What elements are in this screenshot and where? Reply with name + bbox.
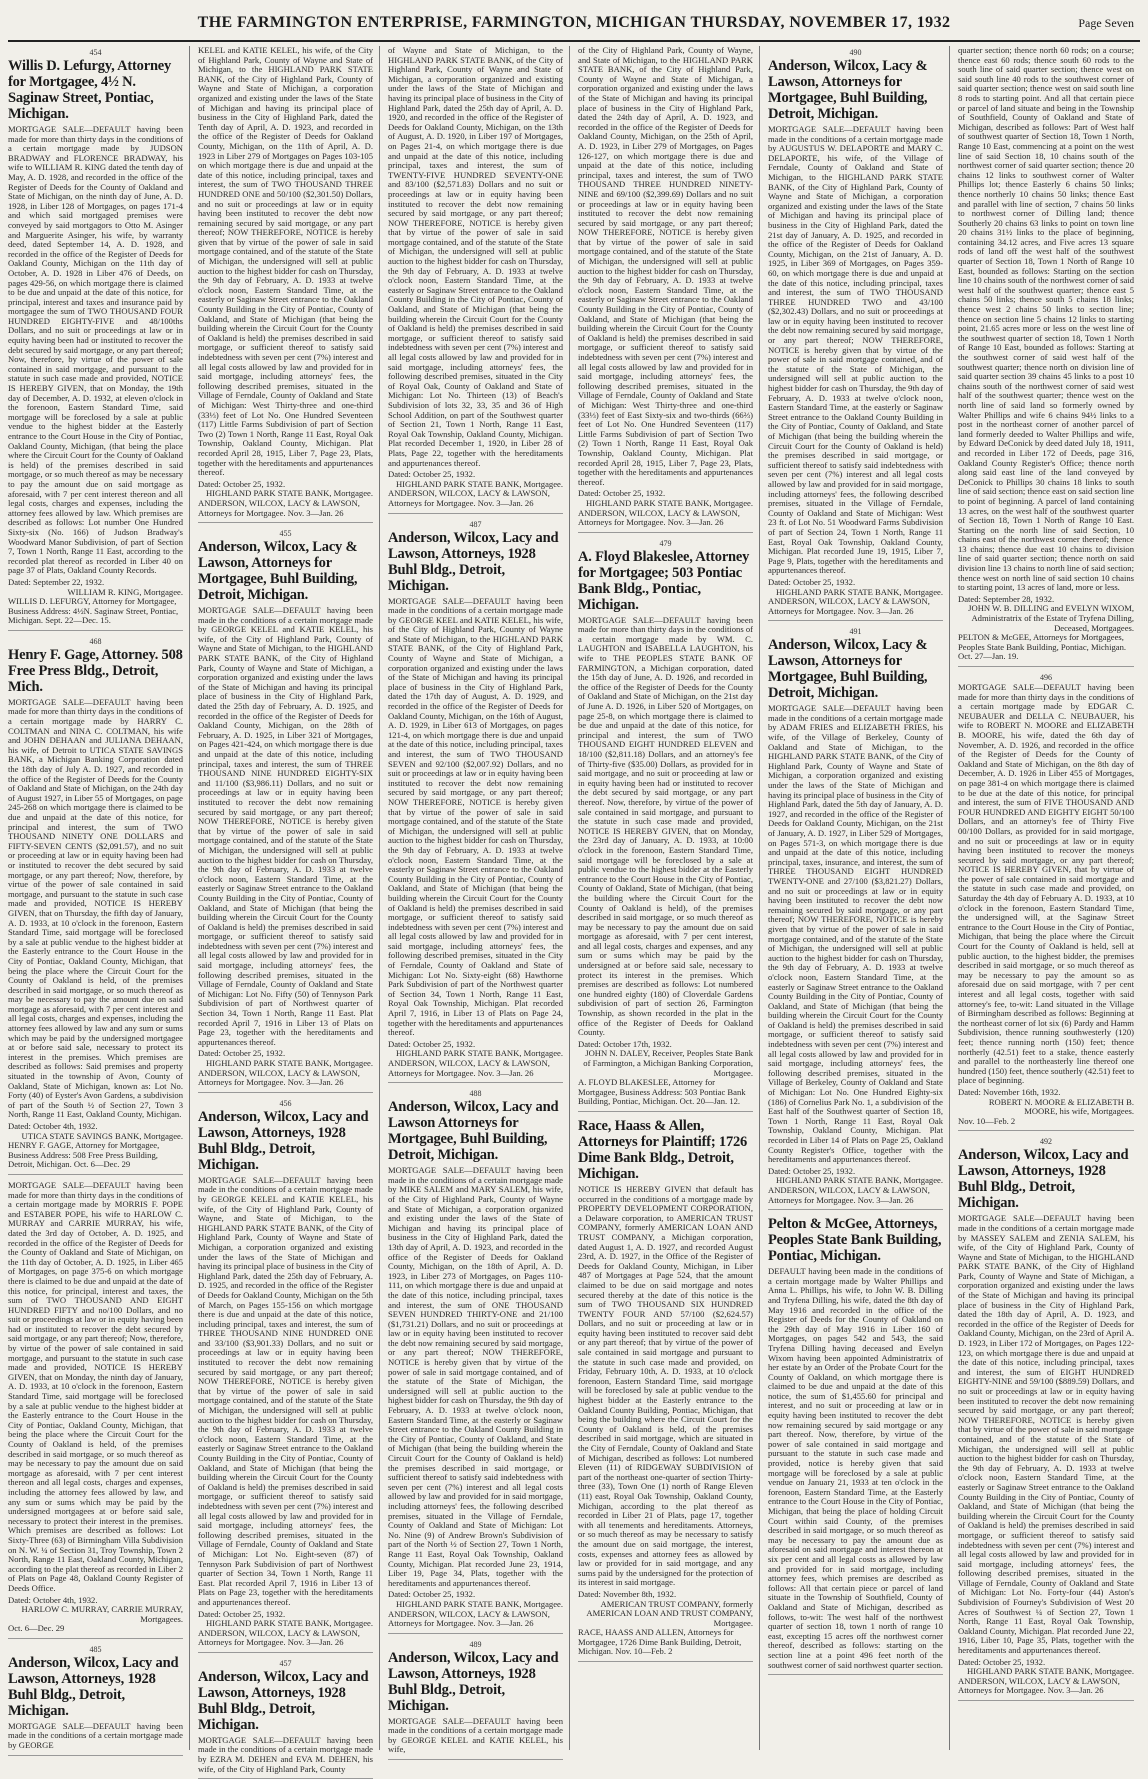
legal-notice (578, 539, 753, 1112)
notice-attorney-header: Anderson, Wilcox, Lacy and Lawson, Attorneys, 1928 Buhl Bldg., Detroit, Michigan. (388, 529, 559, 594)
legal-notice (388, 520, 563, 1084)
legal-notice (578, 46, 753, 533)
notice-date: Dated: October 25, 1932. (768, 1165, 856, 1176)
legal-notice (768, 1216, 943, 1675)
legal-notice (768, 627, 943, 1210)
notice-number: 479 (659, 538, 672, 548)
notice-divider (388, 1759, 563, 1760)
notice-number: 489 (469, 1639, 482, 1649)
legal-notice (388, 1640, 563, 1760)
notice-number: 490 (849, 48, 862, 57)
notice-attorney-header: Anderson, Wilcox, Lacy and Lawson, Attorneys, 1928 Buhl Bldg., Detroit, Michigan. (958, 1147, 1129, 1212)
notice-date: Dated: October 25, 1932. (388, 469, 476, 480)
notice-date: Dated: October 4th, 1932. (8, 1121, 98, 1131)
newspaper-column (578, 46, 760, 1750)
notice-attorney-footer: ANDERSON, WILCOX, LACY & LAWSON, Attorneys for Mortgagee. Nov. 3—Jan. 26 (198, 1627, 360, 1648)
notice-signature: WILLIAM R. KING, Mortgagee. (67, 586, 183, 597)
notice-attorney-header: Henry F. Gage, Attorney. 508 Free Press Bldg., Detroit, Mich. (8, 646, 183, 695)
notice-signature: ROBERT N. MOORE & ELIZABETH B. MOORE, his wife, Mortgagees. (988, 1096, 1134, 1117)
notice-attorney-header: Willis D. Lefurgy, Attorney for Mortgagee, 4½ N. Saginaw Street, Pontiac, Michigan. (8, 58, 172, 122)
notice-divider (388, 513, 563, 514)
newspaper-masthead (8, 6, 1140, 42)
notice-number: 488 (469, 1089, 482, 1099)
notice-date: Dated: October 4th, 1932. (8, 1594, 98, 1605)
notice-signature: HIGHLAND PARK STATE BANK, Mortgagee. (205, 1058, 373, 1068)
notice-date: Dated: October 25, 1932. (198, 1608, 286, 1619)
notice-signature: HIGHLAND PARK STATE BANK, Mortgagee. (205, 1618, 373, 1629)
notice-body-text: MORTGAGE SALE—DEFAULT having been made in the conditions of a certain mortgage made by GEORGE KELEL and KATIE KELEL, his wife, of the City of Highland Park, County of Wayne, and State of Michigan, to the HIGHLAND PARK STATE BANK, of the City of Highland Park, County of Wayne and State of Michigan, a corporation organized and existing under the laws of the State of Michigan and having its principal place of business in the City of Highland Park, dated the 25th day of February, A. D. 1925, and recorded in the office of the Register of Deeds for Oakland County, Michigan on the 5th of March, on Pages 155-156 on which mortgage there is due and unpaid at the date of this notice, including principal, taxes and interest, the sum of THREE THOUSAND NINE HUNDRED ONE and 33/100 ($3,901.33) Dollars, and no suit or proceedings at law or in equity having been instituted to recover the debt now remaining secured by said mortgage, or any part thereof; NOW THEREFORE, NOTICE is hereby given that by virtue of the power of sale in said mortgage contained, and of the statute of the State of Michigan, the undersigned will sell at public auction to the highest bidder for cash on Thursday, the 9th day of February, A. D. 1933 at twelve o'clock noon, Eastern Standard Time, at the easterly or Saginaw Street entrance to the Oakland County Building in the City of Pontiac, County of Oakland, and State of Michigan (that being the building wherein the Circuit Court for the County of Oakland is held) the premises described in said mortgage, or sufficient thereof to satisfy said indebtedness with seven per cent (7%) interest and all legal costs allowed by law and provided for in said mortgage, including attorneys' fees, the following described premises, situated in the Village of Ferndale, County of Oakland and State of Michigan: Lot No. Eight-seven (87) of Tennyson Park Subdivision of part of Northwest quarter of Section 34, Town 1 North, Range 11 East. Plat recorded April 7, 1916 in Liber 13 of Plats on Page 23, together with the hereditaments and appurtenances thereof. (198, 1174, 373, 1607)
notice-date: Dated: October 25, 1932. (198, 478, 286, 489)
newspaper-column (388, 45, 570, 1755)
legal-notice (768, 48, 943, 621)
legal-notice (8, 1181, 183, 1639)
notice-divider (768, 1674, 943, 1675)
notice-signature: UTICA STATE SAVINGS BANK, Mortgagee. (21, 1130, 183, 1141)
notice-date: Dated: October 25, 1932. (768, 576, 856, 587)
notice-number: 455 (279, 529, 292, 539)
newspaper-column (958, 46, 1140, 1750)
notice-attorney-header: Anderson, Wilcox, Lacy & Lawson, Attorneys for Mortgagee, Buhl Building, Detroit, Michigan. (198, 539, 358, 604)
notice-attorney-header: Anderson, Wilcox, Lacy and Lawson, Attorneys, 1928 Buhl Bldg., Detroit, Michigan. (198, 1108, 369, 1173)
notice-attorney-footer: Oct. 6—Dec. 29 (8, 1623, 65, 1634)
notice-divider (578, 1111, 753, 1112)
notice-date: Dated: October 25, 1932. (198, 1048, 286, 1059)
notice-number: 492 (1040, 1137, 1052, 1147)
notice-body-text: MORTGAGE SALE—DEFAULT having been made for more than thirty days in the conditions of a certain mortgage made by EDGAR C. NEUBAUER and DELLA C. NEUBAUER, his wife to ROBERT N. MOORE and ELIZABETH B. MOORE, his wife, dated the 6th day of November, A. D. 1926, and recorded in the office of the Register of Deeds for the County of Oakland and State of Michigan, on the 8th day of December, A. D. 1926 in Liber 455 of Mortgages, on page 381-4 on which mortgage there is claimed to be due at the date of this notice, for principal and interest, the sum of FIVE THOUSAND AND FOUR HUNDRED AND EIGHTY EIGHT 50/100 Dollars, and an attorney's fee of Thirty Five 00/100 Dollars, as provided for in said mortgage, and no suit or proceedings at law or in equity having been instituted to recover the moneys secured by said mortgage, or any part thereof; NOTICE IS HEREBY GIVEN, that by virtue of the power of sale contained in said mortgage and the statute in such case made and provided, on Saturday the 4th day of February A. D. 1933, at 10 o'clock in the forenoon, Eastern Standard Time, the undersigned will, at the Saginaw Street entrance to the Court House in the City of Pontiac, Michigan, that being the place where the Circuit Court for the County of Oakland is held, sell at public auction, to the highest bidder, the premises described in said mortgage, or so much thereof as may be necessary to pay the amount so as aforesaid due on said mortgage, with 7 per cent interest and all legal costs, together with said attorney's fee, to-wit: Land situated in the Village of Birmingham described as follows: Beginning at the northeast corner of lot six (6) Pardy and Hamm Subdivision, thence running southwesterly (120) feet; thence running north (150) feet; thence northerly (42.51) feet to a stake, thence easterly and parallel to the northeasterly line thereof one hundred (150) feet, thence southerly (42.51) feet to place of beginning. (958, 682, 1134, 1086)
legal-notice (578, 1118, 753, 1662)
notice-divider (388, 1633, 563, 1634)
notice-date: Dated: September 22, 1932. (8, 576, 105, 587)
newspaper-column (768, 46, 950, 1750)
notice-date: Dated: October 25, 1932. (578, 488, 666, 499)
notice-divider (958, 1700, 1134, 1701)
notice-divider (198, 522, 373, 523)
newspaper-title: THE FARMINGTON ENTERPRISE, FARMINGTON, MICHIGAN THURSDAY, NOVEMBER 17, 1932 (197, 14, 951, 31)
notice-attorney-header: Anderson, Wilcox, Lacy and Lawson, Attorneys, 1928 Buhl Bldg., Detroit, Michigan. (8, 1654, 179, 1719)
notice-attorney-footer: PELTON & McGEE, Attorneys for Mortgagees, Peoples State Bank Building, Pontiac, Michigan. Oct. 27—Jan. 19. (958, 632, 1127, 662)
notice-body-text: MORTGAGE SALE—DEFAULT having been made in the conditions of a certain mortgage made by EZRA M. DEHEN and EVA M. DEHEN, his wife, of the City of Highland Park, County (198, 1734, 373, 1774)
notice-number: 468 (89, 636, 102, 646)
notice-attorney-footer: ANDERSON, WILCOX, LACY & LAWSON, Attorneys for Mortgagee. Nov. 3—Jan. 26 (388, 1058, 550, 1078)
notice-attorney-footer: A. FLOYD BLAKESLEE, Attorney for Mortgagee, Business Address: 503 Pontiac Bank Building, Pontiac, Michigan. Oct. 20—Jan. 12. (578, 1077, 746, 1107)
notice-attorney-footer: WILLIS D. LEFURGY, Attorney for Mortgagee, Business Address: 4½N. Saginaw Street, Pontiac, Michigan. Sept. 22—Dec. 15. (8, 596, 179, 626)
notice-attorney-footer: ANDERSON, WILCOX, LACY & LAWSON, Attorneys for Mortgagee. Nov. 3—Jan. 26 (388, 488, 550, 508)
notice-body-text: MORTGAGE SALE—DEFAULT having been made in the conditions of a certain mortgage made by GEORGE (8, 1720, 183, 1751)
notice-date: Dated: October 25, 1932. (388, 1589, 476, 1600)
notice-body-text: MORTGAGE SALE—DEFAULT having been made in the conditions of a certain mortgage made by GEORGE KELEL and KATIE KELEL, his wife, of the City of Highland Park, County of Wayne and State of Michigan, to the HIGHLAND PARK STATE BANK, of the City of Highland Park, County of Wayne and State of Michigan, a corporation organized and existing under the laws of the State of Michigan and having its principal place of business in the City of Highland Park, dated the 25th day of February, A. D. 1925, and recorded in the office of the Register of Deeds for Oakland County, Michigan, on the 28th of February, A. D. 1925, in Liber 321 of Mortgages, on Pages 421-424, on which mortgage there is due and unpaid at the date of this notice, including principal, taxes and interest, the sum of THREE THOUSAND NINE HUNDRED EIGHTY-SIX and 11/100 ($3,986.11) Dollars, and no suit or proceedings at law or in equity having been instituted to recover the debt now remaining secured by said mortgage, or any part thereof; NOW THEREFORE, NOTICE is hereby given that by virtue of the power of sale in said mortgage contained, and of the statute of the State of Michigan, the undersigned will sell at public auction to the highest bidder for cash on Thursday, the 9th day of February, A. D. 1933 at twelve o'clock noon, Eastern Standard Time, at the easterly or Saginaw Street entrance to the Oakland County Building in the City of Pontiac, County of Oakland, and State of Michigan (that being the building wherein the Circuit Court for the County of Oakland is held) the premises described in said mortgage, or sufficient thereof to satisfy said indebtedness with seven per cent (7%) interest and all legal costs allowed by law and provided for in said mortgage, including attorneys' fees, the following described premises, situated in the Village of Ferndale, County of Oakland and State of Michigan: Lot No. Fifty (50) of Tennyson Park Subdivision of part of Northwest quarter of Section 34, Town 1 North, Range 11 East. Plat recorded April 7, 1916 in Liber 13 of Plats on Page 23, together with the hereditaments and appurtenances thereof. (198, 605, 373, 1047)
notice-signature: AMERICAN TRUST COMPANY, formerly AMERICAN LOAN AND TRUST COMPANY, Mortgagee. (586, 1598, 753, 1628)
legal-notice (388, 1089, 563, 1634)
notice-number: 485 (89, 1644, 102, 1654)
legal-notice (198, 46, 373, 523)
notice-number: 487 (469, 519, 482, 529)
notice-body-text: MORTGAGE SALE—DEFAULT having been made in the conditions of a certain mortgage made by ADAM FRIES and ELIZABETH FRIES, his wife, of the Village of Berkeley, County of Oakland and State of Michigan, to the HIGHLAND PARK STATE BANK, of the City of Highland Park, County of Wayne and State of Michigan, a corporation organized and existing under the laws of the State of Michigan and having its principal place of business in the City of Highland Park, dated the 5th day of January, A. D. 1927, and recorded in the office of the Register of Deeds for Oakland County, Michigan, on the 21st of January, A. D. 1927, in Liber 529 of Mortgages, on Pages 571-3, on which mortgage there is due and unpaid at the date of this notice, including principal, taxes, insurance, and interest, the sum of THREE THOUSAND EIGHT HUNDRED TWENTY-ONE and 27/100 ($3,821.27) Dollars, and no suit or proceedings at law or in equity having been instituted to recover the debt now remaining secured by said mortgage, or any part thereof; NOW THEREFORE, NOTICE is hereby given that by virtue of the power of sale in said mortgage contained, and of the statute of the State of Michigan, the undersigned will sell at public auction to the highest bidder for cash on Thursday, the 9th day of February, A. D. 1933 at twelve o'clock noon, Eastern Standard Time, at the easterly or Saginaw Street entrance to the Oakland County Building in the City of Pontiac, County of Oakland, and State of Michigan (that being the building wherein the Circuit Court for the County of Oakland is held) the premises described in said mortgage, or sufficient thereof to satisfy said indebtedness with seven per cent (7%) interest and all legal costs allowed by law and provided for in said mortgage, including attorneys' fees, the following described premises, situated in the Village of Berkeley, County of Oakland and State of Michigan: Lot No. One Hundred Eighty-six (186) of Cornelius Park No. 1, a subdivision of the East half of the Southwest quarter of Section 18, Town 1 North, Range 11 East, Royal Oak Township, Oakland County, Michigan. Plat recorded in Liber 14 of Plats on Page 25, Oakland County Register's Office, together with the hereditaments and appurtenances thereof. (768, 703, 943, 1165)
notice-divider (388, 1082, 563, 1083)
notice-attorney-header: Anderson, Wilcox, Lacy & Lawson, Attorneys for Mortgagee, Buhl Building, Detroit, Michigan. (768, 58, 928, 122)
notice-date: Dated: October 25, 1932. (388, 1038, 476, 1049)
notice-attorney-footer: Nov. 10—Feb. 2 (958, 1115, 1016, 1126)
notice-date: Dated: October 17th, 1932. (578, 1038, 672, 1049)
notice-body-text: MORTGAGE SALE—DEFAULT having been made in the conditions of a certain mortgage made by MASSEY SALEM and ZENIA SALEM, his wife, of the City of Highland Park, County of Wayne and State of Michigan, to the HIGHLAND PARK STATE BANK, of the City of Highland Park, County of Wayne and State of Michigan, a corporation organized and existing under the laws of the State of Michigan and having its principal place of business in the City of Highland Park, dated the 18th day of April, A. D. 1923, and recorded in the office of the Register of Deeds for Oakland County, Michigan, on the 23rd of April A. D. 1923, in Liber 172 of Mortgages, on Pages 122-123, on which mortgage there is due and unpaid at the date of this notice, including principal, taxes and interest, the sum of EIGHT HUNDRED EIGHTY-NINE and 59/100 ($889.59) Dollars, and no suit or proceedings at law or in equity having been instituted to recover the debt now remaining secured by said mortgage, or any part thereof; NOW THEREFORE, NOTICE is hereby given that by virtue of the power of sale in said mortgage contained, and of the statute of the State of Michigan, the undersigned will sell at public auction to the highest bidder for cash on Thursday, the 9th day of February, A. D. 1933 at twelve o'clock noon, Eastern Standard Time, at the easterly or Saginaw Street entrance to the Oakland County Building in the City of Pontiac, County of Oakland, and State of Michigan (that being the building wherein the Circuit Court for the County of Oakland is held) the premises described in said mortgage, or sufficient thereof to satisfy said indebtedness with seven per cent (7%) interest and all legal costs allowed by law and provided for in said mortgage, including attorneys' fees, the following described premises, situated in the Village of Ferndale, County of Oakland and State of Michigan: Lot No. Forty-four (44) Aston's Subdivision of Fourney's Subdivision of West 20 Acres of Southwest ¼ of Section 27, Town 1 North, Range 11 East, Royal Oak Township, Oakland County, Michigan. Plat recorded June 22, 1916, Liber 10, Page 35, Plats, together with the hereditaments and appurtenances thereof. (958, 1213, 1134, 1656)
notice-signature: JOHN N. DALEY, Receiver, Peoples State Bank of Farmington, a Michigan Banking Corporation, Mortgagee. (583, 1048, 753, 1078)
notice-body-text: of Wayne and State of Michigan, to the HIGHLAND PARK STATE BANK, of the City of Highland Park, County of Wayne and State of Michigan, a corporation organized and existing under the laws of the State of Michigan and having its principal place of business in the City of Highland Park, dated the 25th day of April, A. D. 1920, and recorded in the office of the Register of Deeds for Oakland County, Michigan, on the 13th of August, A. D. 1920, in Liber 197 of Mortgages, on Pages 21-4, on which mortgage there is due and unpaid at the date of this notice, including principal, taxes and interest, the sum of TWENTY-FIVE HUNDRED SEVENTY-ONE and 83/100 ($2,571.83) Dollars and no suit or proceedings at law or in equity having been instituted to recover the debt now remaining secured by said mortgage, or any part thereof; NOW THEREFORE, NOTICE is hereby given that by virtue of the power of sale in said mortgage contained, and of the statute of the State of Michigan, the undersigned will sell at public auction to the highest bidder for cash on Thursday, the 9th day of February, A. D. 1933 at twelve o'clock noon, Eastern Standard Time, at the easterly or Saginaw Street entrance to the Oakland County Building in the City of Pontiac, County of Oakland, and State of Michigan (that being the building wherein the Circuit Court for the County of Oakland is held) the premises described in said mortgage, or sufficient thereof to satisfy said indebtedness with seven per cent (7%) interest and all legal costs allowed by law and provided for in said mortgage, including attorneys' fees, the following described premises, situated in the City of Royal Oak, County of Oakland and State of Michigan: Lot No. Thirteen (13) of Beach's Subdivision of lots 32, 33, 35 and 36 of High School Addition, on part of the Southwest quarter of Section 21, Town 1 North, Range 11 East, Royal Oak Township, Oakland County, Michigan. Plat recorded December 1, 1920, in Liber 28 of Plats, Page 22, together with the hereditaments and appurtenances thereof. (388, 45, 563, 468)
notice-divider (958, 1130, 1134, 1131)
notice-date: Dated: November 16th, 1932. (958, 1086, 1061, 1097)
legal-notice (198, 1099, 373, 1653)
notice-signature: HIGHLAND PARK STATE BANK, Mortgagee. (775, 586, 943, 597)
notice-number: 456 (279, 1098, 292, 1108)
notice-attorney-header: Pelton & McGee, Attorneys, Peoples State Bank Building, Pontiac, Michigan. (768, 1216, 942, 1265)
notice-signature: HIGHLAND PARK STATE BANK, Mortgagee. (395, 1598, 563, 1609)
legal-notice (8, 1645, 183, 1756)
notice-attorney-header: Anderson, Wilcox, Lacy & Lawson, Attorneys for Mortgagee, Buhl Building, Detroit, Michigan. (768, 637, 928, 702)
notice-attorney-footer: ANDERSON, WILCOX, LACY & LAWSON, Attorneys for Mortgagee. Nov. 3—Jan. 26 (958, 1675, 1120, 1696)
newspaper-column (8, 46, 190, 1750)
notice-attorney-header: Anderson, Wilcox, Lacy and Lawson, Attorneys, 1928 Buhl Bldg., Detroit, Michigan. (198, 1668, 369, 1733)
notice-body-text: MORTGAGE SALE—DEFAULT having been made in the conditions of a certain mortgage made by MIKE SALEM and MARY SALEM, his wife, of the City of Highland Park, County of Wayne and State of Michigan, a corporation organized and existing under the laws of the State of Michigan and having its principal place of business in the City of Highland Park, dated the 13th day of April, A. D. 1923, and recorded in the office of the Register of Deeds for Oakland County, Michigan, on the 18th of April, A. D. 1923, in Liber 273 of Mortgages, on Pages 110-111, on which mortgage there is due and unpaid at the date of this notice, including principal, taxes and interest, the sum of ONE THOUSAND SEVEN HUNDRED THIRTY-ONE and 21/100 ($1,731.21) Dollars, and no suit or proceedings at law or in equity having been instituted to recover the debt now remaining secured by said mortgage, or any part thereof; NOW THEREFORE, NOTICE is hereby given that by virtue of the power of sale in said mortgage contained, and of the statute of the State of Michigan, the undersigned will sell at public auction to the highest bidder for cash on Thursday, the 9th day of February, A. D. 1933 at twelve o'clock noon, Eastern Standard Time, at the easterly or Saginaw Street entrance to the Oakland County Building in the City of Pontiac, County of Oakland, and State of Michigan (that being the building wherein the Circuit Court for the County of Oakland is held) the premises described in said mortgage, or sufficient thereof to satisfy said indebtedness with seven per cent (7%) interest and all legal costs allowed by law and provided for in said mortgage, including attorneys' fees, the following described premises, situated in the Village of Ferndale, County of Oakland and State of Michigan: Lot No. Nine (9) of Andrew Brown's Subdivision of part of the North ½ of Section 27, Town 1 North, Range 11 East, Royal Oak Township, Oakland County, Michigan. Plat recorded June 23, 1914, Liber 19, Page 34, Plats, together with the hereditaments and appurtenances thereof. (388, 1165, 563, 1588)
notice-divider (8, 1174, 183, 1175)
notice-divider (198, 1652, 373, 1653)
notice-date: Dated: November 8th, 1932. (578, 1588, 677, 1599)
notice-body-text: DEFAULT having been made in the conditions of a certain mortgage made by Walter Phillips and Anna L. Phillips, his wife, to John W. B. Dilling and Tryfena Dilling, his wife, dated the 8th day of May 1916 and recorded in the office of the Register of Deeds for the County of Oakland on the 29th day of May 1916 in Liber 160 of Mortgages, on pages 542 and 543, the said Tryfena Dilling having deceased and Evelyn Wixom having been appointed Administratrix of her estate by an Order of the Probate Court for the County of Oakland, on which mortgage there is claimed to be due and unpaid at the date of this notice, the sum of $1,455.60 for principal and interest, and no suit or proceeding at law or in equity having been instituted to recover the debt now remaining secured by said mortgage or any part thereof. Now, therefore, by virtue of the power of sale contained in said mortgage and pursuant to the statute in such case made and provided, notice is hereby given that said mortgage will be foreclosed by a sale at public vendue on January 21, 1933 at ten o'clock in the forenoon, Eastern Standard Time, at the Easterly entrance to the Court House in the City of Pontiac, Michigan, that being the place of holding Circuit Court within said County, of the premises described in said mortgage, or so much thereof as may be necessary to pay the amount due as aforesaid on said mortgage and interest thereon at six per cent and all legal costs as allowed by law and provided for in said mortgage, including attorney fees, which premises are described as follows: All that certain piece or parcel of land situate in the Township of Southfield, County of Oakland and State of Michigan, described as follows, to-wit: The west half of the northwest quarter of section 18, town 1 north of range 10 east, excepting 15 acres off the northwest corner thereof, described as follows: starting on the section line at a point 496 feet north of the southwest corner of said northwest quarter section. (768, 1266, 943, 1670)
page-number: Page Seven (1078, 16, 1134, 30)
notice-attorney-header: A. Floyd Blakeslee, Attorney for Mortgagee; 503 Pontiac Bank Bldg., Pontiac, Michigan. (578, 548, 750, 613)
legal-notice (198, 1659, 373, 1779)
notice-attorney-footer: ANDERSON, WILCOX, LACY & LAWSON, Attorneys for Mortgagee. Nov. 3—Jan. 26 (388, 1608, 550, 1629)
notice-attorney-footer: ANDERSON, WILCOX, LACY & LAWSON, Attorneys for Mortgagee. Nov. 3—Jan. 26 (198, 497, 360, 518)
notice-body-text: NOTICE IS HEREBY GIVEN that default has occurred in the conditions of a mortgage made by PROPERTY DEVELOPMENT CORPORATION, a Delaware corporation, to AMERICAN TRUST COMPANY, formerly AMERICAN LOAN AND TRUST COMPANY, a Michigan corporation, dated August 1, A. D. 1927, and recorded August 23rd, A. D. 1927, in the Office of the Register of Deeds for Oakland County, Michigan, in Liber 487 of Mortgages at Page 524, that the amount claimed to be due on said mortgage and notes secured thereby at the date of this notice is the sum of TWO THOUSAND SIX HUNDRED TWENTY FOUR AND 57/100 ($2,624.57) Dollars, and no suit or proceeding at law or in equity having been instituted to recover said debt or any part thereof; that by virtue of the power of sale contained in said mortgage and pursuant to the statute in such case made and provided, on Friday, February 10th, A. D. 1933, at 10 o'clock forenoon, Eastern Standard Time, said mortgage will be foreclosed by sale at public vendue to the highest bidder at the Easterly entrance to the Oakland County Building, Pontiac, Michigan, that being the building where the Circuit Court for the County of Oakland is held, of the premises described in said mortgage, which are situated in the City of Ferndale, County of Oakland and State of Michigan, described as follows: Lot numbered Eleven (11) of RIDGEWAY SUBDIVISION of part of the northeast one-quarter of section Thirty-three (33), Town One (1) north of Range Eleven (11) east, Royal Oak Township, Oakland County, Michigan, according to the plat thereof as recorded in Liber 21 of Plats, page 17, together with all tenements and hereditaments. Attorneys, or so much thereof as may be necessary to satisfy the amount due on said mortgage, the interest, costs, expenses and attorney fees as allowed by law or provided for in said mortgage, and any sums paid by the undersigned for the protection of its interest in said mortgage. (578, 1183, 753, 1588)
notice-attorney-header: Anderson, Wilcox, Lacy and Lawson, Attorneys, 1928 Buhl Bldg., Detroit, Michigan. (388, 1649, 559, 1714)
notice-signature: HIGHLAND PARK STATE BANK, Mortgagee. (966, 1666, 1134, 1677)
notice-divider (768, 1209, 943, 1210)
notice-divider (8, 1755, 183, 1756)
notice-date: Dated: September 28, 1932. (958, 593, 1055, 604)
legal-notice (8, 48, 183, 631)
notice-divider (768, 620, 943, 621)
notice-attorney-header: Anderson, Wilcox, Lacy and Lawson Attorneys for Mortgagee, Buhl Building, Detroit, Michigan. (388, 1099, 559, 1164)
legal-notice (388, 46, 563, 514)
notice-body-text: MORTGAGE SALE—DEFAULT having been made for more than thirty days in the conditions of a certain mortgage made by WM. C. LAUGHTON and ISABELLA LAUGHTON, his wife to THE PEOPLES STATE BANK OF FARMINGTON, a Michigan corporation, dated the 15th day of June, A. D. 1926, and recorded in the office of the Register of Deeds for the County of Oakland and State of Michigan, on the 21st day of June A. D. 1926, in Liber 520 of Mortgages, on page 25-8, on which mortgage there is claimed to be due and unpaid at the date of this notice, for principal and interest, the sum of TWO THOUSAND EIGHT HUNDRED ELEVEN and 18/100 ($2,811.18) Dollars, and an attorney's fee of Thirty-five ($35.00) Dollars, as provided for in said mortgage, and no suit or proceeding at law or in equity having been had or instituted to recover the debt secured by said mortgage, or any part thereof. Now, therefore, by virtue of the power of sale contained in said mortgage, and pursuant to the statute in such case made and provided, NOTICE IS HEREBY GIVEN, that on Monday, the 23rd day of January, A. D. 1933, at 10:00 o'clock in the forenoon, Eastern Standard Time, said mortgage will be foreclosed by a sale at public vendue to the highest bidder at the Easterly entrance to the Court House in the City of Pontiac, County of Oakland, State of Michigan, (that being the building where the Circuit Court for the County of Oakland is held), of the premises described in said mortgage, or so much thereof as may be necessary to pay the amount due on said mortgage as aforesaid, with 7 per cent interest, and all legal costs, charges and expenses, and any sum or sums which may be paid by the undersigned at or before said sale, necessary to protect its interest in the premises. Which premises are described as follows: Lot numbered one hundred eighty (180) of Cloverdale Gardens subdivision of part of section 26, Farmington Township, as shown recorded in the plat in the office of the Register of Deeds for Oakland County. (578, 614, 753, 1038)
notice-attorney-header: Race, Haass & Allen, Attorneys for Plaintiff; 1726 Dime Bank Bldg., Detroit, Michigan. (578, 1117, 748, 1182)
notice-body-text: quarter section; thence north 60 rods; on a course; thence east 60 rods; thence south 60 rods to the south line of said quarter section; thence west on said south line 40 rods to the southwest corner of said quarter section; thence west on said south line 8 rods to starting point. And all that certain piece or parcel of land situate and being in the Township of Southfield, County of Oakland and State of Michigan, described as follows: Part of West half of southwest quarter of Section 18, Town 1 North, Range 10 East, commencing at a point on the west line of said Section 18, 10 chains south of the northwest corner of said quarter section; thence 20 chains 12 links to southwest corner of Walter Phillips lot; thence Easterly 6 chains 50 links; thence northerly 10 chains 50 links; thence East and parallel with line of section, 7 chains 50 links to northwest corner of Dilling land; thence Southerly 20 chains 63 links to point on town line 20 chains 31½ links to the place of beginning, containing 34.12 acres, and Five acres 13 square rods of land off the west half of the southwest quarter of Section 18, Town 1 North of Range 10 East, bounded as follows: Starting on the section line 10 chains south of the northwest corner of said west half of the southwest quarter; thence east 5 chains 50 links; thence south 5 chains 18 links; thence west 2 chains 50 links to section line; thence on section line 5 chains 12 links to starting point, 21.65 acres more or less on the west line of the southwest quarter of section 18, Town 1 North of Range 10 East, bounded as follows: Starting at the southwest corner of said west half of the southwest quarter; thence north on division line of said quarter section 39 chains 45 links to a post 10 chains south of the northwest corner of said west half of the southwest quarter; thence west on the north line of said land so formerly owned by Walter Phillips and wife 6 chains 94½ links to a post in the northeast corner of another parcel of land formerly deeded to Walter Phillips and wife, by Edward DeConick by deed dated July 18, 1911, and recorded in Liber 172 of Deeds, page 316, Oakland County Register's Office; thence north along said east line of the land conveyed by DeConick to Phillips 30 chains 18 links to south line of said section; thence east on said section line to point of beginning. A parcel of land containing 13 acres, on the west half of the southwest quarter of Section 18, Town 1 North of Range 10 East. Starting on the north line of said Section, 10 chains east of the northwest corner thereof; thence 13 chains; thence due east 10 chains to division line of said quarter section; thence north on said division line 13 chains to north line of said section; thence west on north line of said section 10 chains to starting point, 13 acres of land, more or less. (958, 45, 1134, 593)
notice-attorney-footer: RACE, HAASS AND ALLEN, Attorneys for Mortgagee, 1726 Dime Bank Building, Detroit, Michigan. Nov. 10—Feb. 2 (578, 1627, 742, 1657)
notice-body-text: KELEL and KATIE KELEL, his wife, of the City of Highland Park, County of Wayne and State of Michigan, to the HIGHLAND PARK STATE BANK, of the City of Highland Park, County of Wayne and State of Michigan, a corporation organized and existing under the laws of the State of Michigan and having its principal place of business in the City of Highland Park, dated the Tenth day of April, A. D. 1923, and recorded in the office of the Register of Deeds for Oakland County, Michigan, on the 11th of April, A. D. 1923 in Liber 279 of Mortgages on Pages 103-105 on which mortgage there is due and unpaid at the date of this notice, including principal, taxes and interest, the sum of TWO THOUSAND THREE HUNDRED ONE and 50/100 ($2,301.50) Dollars, and no suit or proceedings at law or in equity having been instituted to recover the debt now remaining secured by said mortgage, or any part thereof; NOW THEREFORE, NOTICE is hereby given that by virtue of the power of sale in said mortgage contained, and of the statute of the State of Michigan, the undersigned will sell at public auction to the highest bidder for cash on Thursday, the 9th day of February, A. D. 1933 at twelve o'clock noon, Eastern Standard Time, at the easterly or Saginaw Street entrance to the Oakland County Building in the City of Pontiac, County of Oakland, and State of Michigan (that being the building wherein the Circuit Court for the County of Oakland is held) the premises described in said mortgage, or sufficient thereof to satisfy said indebtedness with seven per cent (7%) interest and all legal costs allowed by law and provided for in said mortgage, including attorneys' fees, the following described premises, situated in the Village of Ferndale, County of Oakland and State of Michigan: West Thirty-three and one-third (33⅓) feet of Lot No. One Hundred Seventeen (117) Little Farms Subdivision of part of Section Two (2) Town 1 North, Range 11 East, Royal Oak Township, Oakland County, Michigan. Plat recorded April 28, 1915, Liber 7, Page 23, Plats, together with the hereditaments and appurtenances thereof. (198, 45, 373, 478)
notice-attorney-footer: HENRY F. GAGE, Attorney for Mortgagee, Business Address: 508 Free Press Building, Detroit, Michigan. Oct. 6—Dec. 29 (8, 1140, 160, 1170)
notice-body-text: MORTGAGE SALE—DEFAULT having been made for more than thirty days in the conditions of a certain mortgage made by HARRY C. COLTMAN and NINA C. COLTMAN, his wife and JOHN DEHAAN and JULIANA DEHAAN, his wife, of Detroit to UTICA STATE SAVINGS BANK, a Michigan Banking Corporation dated the 18th day of July A. D. 1927, and recorded in the office of the Register of Deeds for the County of Oakland and State of Michigan, on the 24th day of August 1927, in Liber 55 of Mortgages, on page 245-268 on which mortgage there is claimed to be due and unpaid at the date of this notice, for principal and interest, the sum of TWO THOUSAND NINETY ONE DOLLARS and FIFTY-SEVEN CENTS ($2,091.57), and no suit or proceeding at law or in equity having been had or instituted to recover the debt secured by said mortgage, or any part thereof; Now, therefore, by virtue of the power of sale contained in said mortgage, and pursuant to the statute in such case made and provided, NOTICE IS HEREBY GIVEN, that on Thursday, the fifth day of January, A. D. 1933, at 10 o'clock in the forenoon, Eastern Standard Time, said mortgage will be foreclosed by a sale at public vendue to the highest bidder at the Easterly entrance to the Court House in the City of Pontiac, Oakland County, Michigan, that being the place where the Circuit Court for the County of Oakland is held, of the premises described in said mortgage, or so much thereof as may be necessary to pay the amount due on said mortgage as aforesaid, with 7 per cent interest and all legal costs, charges and expenses, including the attorney fees allowed by law and any sum or sums which may be paid by the undersigned mortgagee at or before said sale, necessary to protect its interest in the premises. Which premises are described as follows: Said premises and property situated in the township of Avon, County of Oakland, State of Michigan, known as: Lot No. Forty (40) of Eyster's Avon Gardens, a subdivision of part of the South ½ of Section 27, Town 3 North, Range 11 East, Oakland County, Michigan. (8, 696, 183, 1120)
newspaper-column (198, 45, 380, 1774)
notice-divider (958, 666, 1134, 667)
notice-divider (578, 532, 753, 533)
notice-date: Dated: October 25, 1932. (958, 1656, 1046, 1667)
notice-signature: HIGHLAND PARK STATE BANK, Mortgagee. (395, 478, 563, 489)
notice-attorney-footer: ANDERSON, WILCOX, LACY & LAWSON, Attorneys for Mortgagee. Nov. 3—Jan. 26 (578, 507, 740, 528)
notice-number: 491 (849, 627, 862, 637)
notice-attorney-footer: ANDERSON, WILCOX, LACY & LAWSON, Attorneys for Mortgagee. Nov. 3—Jan. 26 (768, 596, 930, 616)
notice-divider (8, 630, 183, 631)
notice-body-text: MORTGAGE SALE—DEFAULT having been made in the conditions of a certain mortgage made by GEORGE KELEL and KATIE KELEL, his wife, (388, 1715, 563, 1755)
notice-divider (198, 1092, 373, 1093)
notice-number: 496 (1040, 673, 1052, 682)
legal-notices-columns (8, 45, 1140, 1774)
legal-notice (198, 529, 373, 1093)
notice-attorney-footer: ANDERSON, WILCOX, LACY & LAWSON, Attorneys for Mortgagee. Nov. 3—Jan. 26 (198, 1067, 360, 1088)
notice-body-text: MORTGAGE SALE—DEFAULT having been made in the conditions of a certain mortgage made by AUGUSTUS W. DELAPORTE and MARY C. DELAPORTE, his wife, of the Village of Ferndale, County of Oakland and State of Michigan, to the HIGHLAND PARK STATE BANK, of the City of Highland Park, County of Wayne and State of Michigan, a corporation organized and existing under the laws of the State of Michigan and having its principal place of business in the City of Highland Park, dated the 21st day of January, A. D. 1925, and recorded in the office of the Register of Deeds for Oakland County, Michigan, on the 21st of January, A. D. 1925, in Liber 369 of Mortgages, on Pages 359-60, on which mortgage there is due and unpaid at the date of this notice, including principal, taxes and interest, the sum of TWO THOUSAND THREE HUNDRED TWO and 43/100 ($2,302.43) Dollars, and no suit or proceedings at law or in equity having been instituted to recover the debt now remaining secured by said mortgage, or any part thereof; NOW THEREFORE, NOTICE is hereby given that by virtue of the power of sale in said mortgage contained, and of the statute of the State of Michigan, the undersigned will sell at public auction to the highest bidder for cash on Thursday, the 9th day of February, A. D. 1933 at twelve o'clock noon, Eastern Standard Time, at the easterly or Saginaw Street entrance to the Oakland County Building in the City of Pontiac, County of Oakland, and State of Michigan (that being the building wherein the Circuit Court for the County of Oakland is held) the premises described in said mortgage, or sufficient thereof to satisfy said indebtedness with seven per cent (7%) interest and all legal costs allowed by law and provided for in said mortgage, including attorneys' fees, the following described premises, situated in the Village of Ferndale, County of Oakland and State of Michigan: West 23 ft. of Lot No. 51 Woodward Farms Subdivision of part of Section 24, Town 1 North, Range 11 East, Royal Oak Township, Oakland County, Michigan. Plat recorded June 19, 1915, Liber 7, Page 9, Plats, together with the hereditaments and appurtenances thereof. (768, 124, 943, 576)
notice-signature: HIGHLAND PARK STATE BANK, Mortgagee. (205, 488, 373, 499)
legal-notice (8, 637, 183, 1175)
legal-notice (958, 46, 1134, 667)
notice-body-text: MORTGAGE SALE—DEFAULT having been made for more than thirty days in the conditions of a certain mortgage made by JUDSON BRADWAY and FLORENCE BRADWAY, his wife to WILLIAM R. KING dated the tenth day of May, A. D. 1928, and recorded in the office of the Register of Deeds for the County of Oakland and State of Michigan, on the ninth day of June, A. D. 1928, in Liber 128 of Mortgages, on pages 171-4 and which said mortgaged premises were conveyed by said mortgagors to Otto M. Asinger and Marguerite Asinger, his wife, by warranty deed, dated September 14, A. D. 1928, and recorded in the office of the Register of Deeds for Oakland County, Michigan on the 11th day of October, A. D. 1928 in Liber 476 of Deeds, on pages 429-56, on which mortgage there is claimed to be due and unpaid at the date of this notice, for principal, interest and taxes and insurance paid by mortgagee the sum of TWO THOUSAND FOUR HUNDRED EIGHTY-FIVE and 48/100ths Dollars, and no suit or proceedings at law or in equity having been had or instituted to recover the debt secured by said mortgage, or any part thereof; Now, therefore, by virtue of the power of sale contained in said mortgage, and pursuant to the statute in such case made and provided, NOTICE IS HEREBY GIVEN, that on Monday, the 19th day of December, A. D. 1932, at eleven o'clock in the forenoon, Eastern Standard Time, said mortgage will be foreclosed by a sale at public vendue to the highest bidder at the Easterly entrance to the Court House in the City of Pontiac, Oakland County, Michigan, (that being the place where the Circuit Court for the County of Oakland is held) of the premises described in said mortgage, or so much thereof as may be necessary to pay the amount due on said mortgage as aforesaid, with 7 per cent interest thereon and all legal costs, charges and expenses, including the attorney fees allowed by law. Which premises are described as follows: Lot number One Hundred Sixty-six (No. 166) of Judson Bradway's Woodward Manor Subdivision, of part of Section 7, Town 1 North, Range 11 East, according to the recorded plat thereof as recorded in Liber 40 on page 37 of Plats, Oakland County Records. (8, 124, 183, 576)
legal-notice (958, 673, 1134, 1131)
notice-body-text: MORTGAGE SALE—DEFAULT having been made for more than thirty days in the conditions of a certain mortgage made by MORRIS F. POPE and ESTABER POPE, his wife to HARLOW C. MURRAY and CARRIE MURRAY, his wife, dated the 3rd day of October, A. D. 1925, and recorded in the office of the Register of Deeds for the County of Oakland and State of Michigan, on the 11th day of October, A. D. 1925, in Liber 465 of Mortgages, on page 375-6 on which mortgage there is claimed to be due and unpaid at the date of this notice, for principal, interest and taxes, the sum of TWO THOUSAND AND EIGHT HUNDRED FIFTY and no/100 Dollars, and no suit or proceedings at law or in equity having been had or instituted to recover the debt secured by said mortgage, or any part thereof; Now, therefore, by virtue of the power of sale contained in said mortgage, and pursuant to the statute in such case made and provided, NOTICE IS HEREBY GIVEN, that on Monday, the ninth day of January, A. D. 1933, at 10 o'clock in the forenoon, Eastern Standard Time, said mortgage will be foreclosed by a sale at public vendue to the highest bidder at the Easterly entrance to the Court House in the City of Pontiac, Oakland County, Michigan, that being the place where the Circuit Court for the County of Oakland is held, of the premises described in said mortgage, or so much thereof as may be necessary to pay the amount due on said mortgage as aforesaid, with 7 per cent interest thereon and all legal costs, charges and expenses, including the attorney fees allowed by law, and any sum or sums which may be paid by the undersigned mortgagees at or before said sale, necessary to protect their interest in the premises. Which premises are described as follows: Lot Sixty-Three (63) of Birmingham Villa Subdivision on N. W. ¼ of Section 31, Troy Township, Town 2 North, Range 11 East, Oakland County, Michigan, according to the plat thereof as recorded in Liber 2 of Plats on Page 48, Oakland County Register of Deeds Office. (8, 1179, 183, 1593)
legal-notice (958, 1137, 1134, 1701)
notice-signature: HIGHLAND PARK STATE BANK, Mortgagee. (585, 497, 753, 508)
notice-body-text: of the City of Highland Park, County of Wayne, and State of Michigan, to the HIGHLAND PARK STATE BANK, of the City of Highland Park, County of Wayne and State of Michigan, a corporation organized and existing under the laws of the State of Michigan and having its principal place of business in the City of Highland Park, dated the 24th day of April, A. D. 1923, and recorded in the office of the Register of Deeds for Oakland County, Michigan, on the 25th of April, A. D. 1923, in Liber 279 of Mortgages, on Pages 126-127, on which mortgage there is due and unpaid at the date of this notice, including principal, taxes and interest, the sum of TWO THOUSAND THREE HUNDRED NINETY-NINE and 69/100 ($2,399.69) Dollars and no suit or proceedings at law or in equity having been instituted to recover the debt now remaining secured by said mortgage, or any part thereof; NOW THEREFORE, NOTICE is hereby given that by virtue of the power of sale in said mortgage contained, and of the statute of the State of Michigan, the undersigned will sell at public auction to the highest bidder for cash on Thursday, the 9th day of February, A. D. 1933 at twelve o'clock noon, Eastern Standard Time, at the easterly or Saginaw Street entrance to the Oakland County Building in the City of Pontiac, County of Oakland, and State of Michigan (that being the building wherein the Circuit Court for the County of Oakland is held) the premises described in said mortgage, or sufficient thereof to satisfy said indebtedness with seven per cent (7%) interest and all legal costs allowed by law and provided for in said mortgage, including attorneys' fees, the following described premises, situated in the Village of Ferndale, County of Oakland and State of Michigan: West Thirty-three and one-third (33⅓) feet of East Sixty-six and two-thirds (66⅔) feet of Lot No. One Hundred Seventeen (117) Little Farms Subdivision of part of Section Two (2) Town 1 North, Range 11 East, Royal Oak Township, Oakland County, Michigan. Plat recorded April 28, 1915, Liber 7, Page 23, Plats, together with the hereditaments and appurtenances thereof. (578, 45, 753, 487)
notice-divider (8, 1638, 183, 1639)
notice-signature: JOHN W. B. DILLING and EVELYN WIXOM, Administratrix of the Estate of Tryfena Dilling, Deceased, Mortgagees. (968, 603, 1134, 633)
notice-signature: HIGHLAND PARK STATE BANK, Mortgagee. (775, 1175, 943, 1186)
notice-attorney-footer: ANDERSON, WILCOX, LACY & LAWSON, Attorneys for Mortgagee. Nov. 3—Jan. 26 (768, 1184, 930, 1205)
notice-number: 457 (279, 1658, 292, 1668)
notice-number: 454 (89, 48, 102, 57)
notice-body-text: MORTGAGE SALE—DEFAULT having been made in the conditions of a certain mortgage made by GEORGE KEEL and KATIE KELEL, his wife, of the City of Highland Park, County of Wayne and State of Michigan, to the HIGHLAND PARK STATE BANK, of the City of Highland Park, County of Wayne and State of Michigan, a corporation organized and existing under the laws of the State of Michigan and having its principal place of business in the City of Highland Park, dated the 17th day of August, A. D. 1929, and recorded in the office of the Register of Deeds for Oakland County, Michigan, on the 16th of August, A. D. 1929, in Liber 613 of Mortgages, on pages 121-4, on which mortgage there is due and unpaid at the date of this notice, including principal, taxes and interest, the sum of TWO THOUSAND SEVEN and 92/100 ($2,007.92) Dollars, and no suit or proceedings at law or in equity having been instituted to recover the debt now remaining secured by said mortgage, or any part thereof; NOW THEREFORE, NOTICE is hereby given that by virtue of the power of sale in said mortgage contained, and of the statute of the State of Michigan, the undersigned will sell at public auction to the highest bidder for cash on Thursday, the 9th day of February, A. D. 1933 at twelve o'clock noon, Eastern Standard Time, at the easterly or Saginaw Street entrance to the Oakland County Building in the City of Pontiac, County of Oakland, and State of Michigan (that being the building wherein the Circuit Court for the County of Oakland is held) the premises described in said mortgage, or sufficient thereof to satisfy said indebtedness with seven per cent (7%) interest and all legal costs allowed by law and provided for in said mortgage, including attorneys' fees, the following described premises, situated in the City of Ferndale, County of Oakland and State of Michigan: Lot No. Sixty-eight (68) Hawthorne Park Subdivision of part of the Northwest quarter of Section 34, Town 1 North, Range 11 East, Royal Oak Township, Michigan. Plat recorded April 7, 1916, in Liber 13 of Plats on Page 24, together with the hereditaments and appurtenances thereof. (388, 595, 563, 1038)
notice-signature: HARLOW C. MURRAY, CARRIE MURRAY, Mortgagees. (21, 1604, 183, 1624)
notice-divider (578, 1661, 753, 1662)
notice-signature: HIGHLAND PARK STATE BANK, Mortgagee. (395, 1048, 563, 1059)
